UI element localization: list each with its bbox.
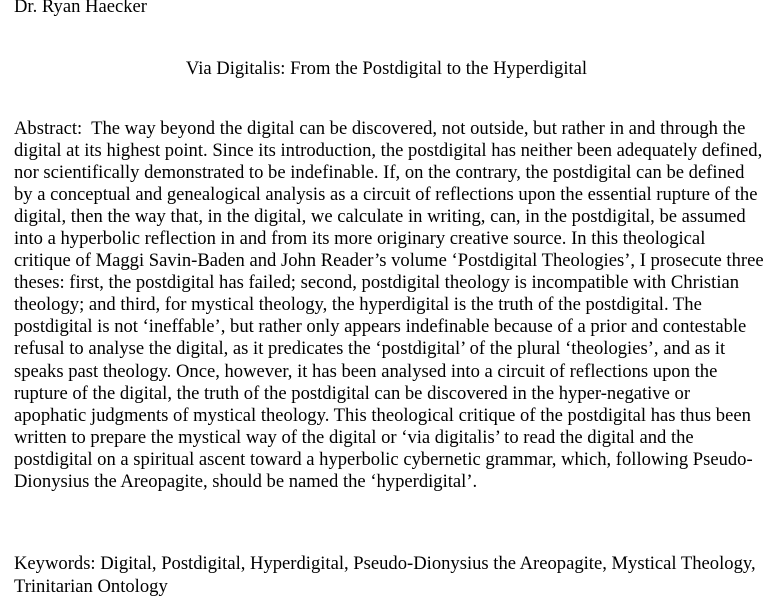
abstract-text: The way beyond the digital can be discovered, not outside, but rather in and through the digital at its highest point. Since its introduction, the postdigital has neither been adequately defined, nor scientifically demonstrated to be indefinable. If, on the contrary, the postdigital can be defined by a conceptual and genealogical analysis as a circuit of reflections upon the essential rupture of the digital, then the way that, in the digital, we calculate in writing, can, in the postdigital, be assumed into a hyperbolic reflection in and from its more originary creative source. In this theological critique of Maggi Savin-Baden and John Reader’s volume ‘Postdigital Theologies’, I prosecute three theses: first, the postdigital has failed; second, postdigital theology is incompatible with Christian theology; and third, for mystical theology, the hyperdigital is the truth of the postdigital. The postdigital is not ‘ineffable’, but rather only appears indefinable because of a prior and contestable refusal to analyse the digital, as it predicates the ‘postdigital’ of the plural ‘theologies’, and as it speaks past theology. Once, however, it has been analysed into a circuit of reflections upon the rupture of the digital, the truth of the postdigital can be discovered in the hyper-negative or apophatic judgments of mystical theology. This theological critique of the postdigital has thus been written to prepare the mystical way of the digital or ‘via digitalis’ to read the digital and the postdigital on a spiritual ascent toward a hyperbolic cybernetic grammar, which, following Pseudo-Dionysius the Areopagite, should be named the ‘hyperdigital’. (14, 118, 764, 492)
abstract-paragraph (14, 118, 766, 493)
abstract-label: Abstract: (14, 118, 83, 139)
author-name: Dr. Ryan Haecker (14, 0, 147, 17)
keywords-paragraph (14, 553, 766, 598)
keywords-text: Digital, Postdigital, Hyperdigital, Pseudo-Dionysius the Areopagite, Mystical Theology, Trinitarian Ontology (14, 553, 756, 597)
paper-title: Via Digitalis: From the Postdigital to the Hyperdigital (185, 58, 588, 79)
keywords-label: Keywords: (14, 553, 96, 574)
